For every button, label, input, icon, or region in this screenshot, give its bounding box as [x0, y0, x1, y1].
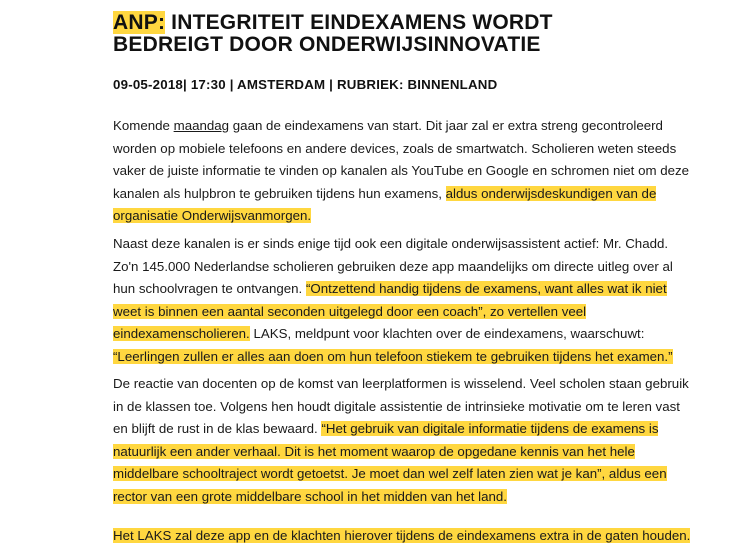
- highlighted-text: organisatie Onderwijsvanmorgen.: [113, 208, 312, 224]
- article-headline: [113, 12, 733, 56]
- highlighted-text: aldus onderwijsdeskundigen van de: [445, 185, 657, 201]
- highlighted-text: Het LAKS zal deze app en de klachten hierover tijdens de eindexamens extra in de gaten houden.: [113, 528, 691, 543]
- highlighted-quote: “Het gebruik van digitale informatie tijdens de examens is: [321, 421, 659, 437]
- paragraph-2: [113, 233, 713, 369]
- highlighted-quote: natuurlijk een ander verhaal. Dit is het moment waarop de opgedane kennis van het hele: [113, 443, 635, 459]
- text: Zo'n 145.000 Nederlandse scholieren gebruiken deze app maandelijks om directe uitleg over al: [113, 258, 673, 274]
- paragraph-1: [113, 115, 713, 228]
- text: hun schoolvragen te ontvangen.: [113, 281, 306, 297]
- source-tag: ANP:: [113, 11, 166, 34]
- text: LAKS, meldpunt voor klachten over de eindexamens, waarschuwt:: [249, 326, 645, 342]
- text: kanalen als hulpbron te gebruiken tijdens hun examens,: [113, 185, 446, 201]
- text: De reactie van docenten op de komst van leerplatformen is wisselend. Veel scholen staan gebruik: [113, 376, 689, 391]
- text: Komende: [113, 118, 174, 133]
- text: vaker de juiste informatie te vinden op kanalen als YouTube en Google en schromen niet om deze: [113, 163, 690, 179]
- headline-line-1: INTEGRITEIT EINDEXAMENS WORDT: [165, 11, 553, 34]
- text: Naast deze kanalen is er sinds enige tijd ook een digitale onderwijsassistent actief: Mr. Chadd.: [113, 236, 669, 251]
- maandag-link[interactable]: maandag: [173, 118, 230, 133]
- article-meta: 09-05-2018| 17:30 | AMSTERDAM | RUBRIEK: BINNENLAND: [113, 77, 498, 92]
- highlighted-quote: “Leerlingen zullen er alles aan doen om hun telefoon stiekem te gebruiken tijdens het examen.”: [113, 348, 673, 364]
- paragraph-3: [113, 373, 713, 509]
- highlighted-quote: eindexamenscholieren.: [113, 326, 250, 342]
- highlighted-quote: weet is binnen een aantal seconden uitgelegd door een coach”, zo vertellen veel: [113, 303, 587, 319]
- highlighted-quote: rector van een grote middelbare school in het midden van het land.: [113, 488, 507, 504]
- headline-line-2: BEDREIGT DOOR ONDERWIJSINNOVATIE: [113, 33, 541, 56]
- text: gaan de eindexamens van start. Dit jaar zal er extra streng gecontroleerd: [229, 118, 663, 133]
- text: worden op mobiele telefoons en andere devices, zoals de smartwatch. Scholieren weten steeds: [113, 140, 677, 156]
- text: en blijft de rust in de klas bewaard.: [113, 421, 322, 437]
- highlighted-quote: “Ontzettend handig tijdens de examens, want alles wat ik niet: [305, 281, 667, 297]
- text: in de klassen toe. Volgens hen houdt digitale assistentie de intrinsieke motivatie om te leren vast: [113, 398, 680, 414]
- highlighted-quote: middelbare schooltraject wordt getoetst. Je moet dan wel zelf laten zien wat je kan”, aldus een: [113, 466, 667, 482]
- paragraph-4: [113, 525, 713, 548]
